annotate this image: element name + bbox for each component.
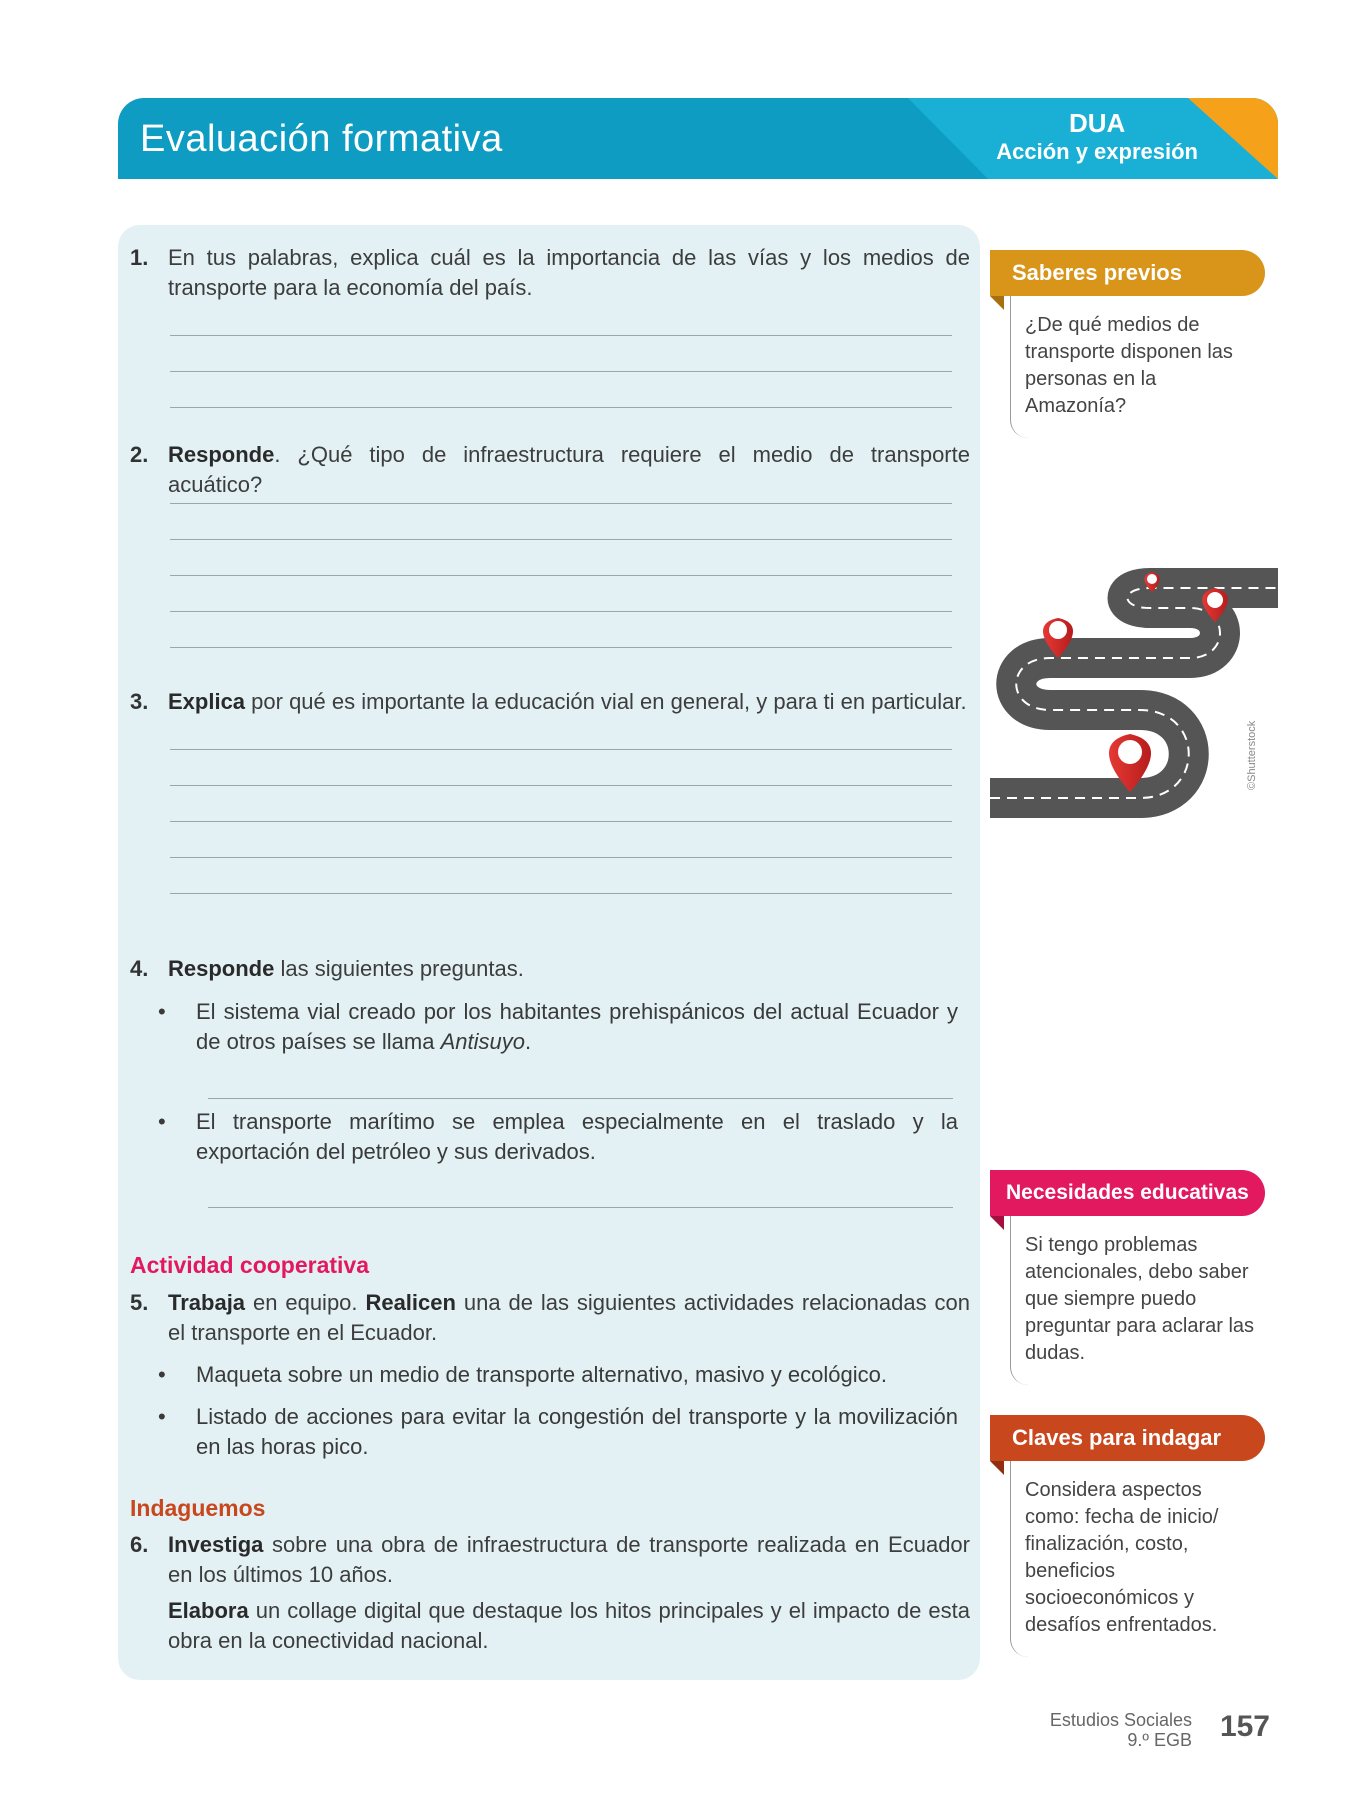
answer-line[interactable] xyxy=(170,575,952,576)
necesidades-educativas-title: Necesidades educativas xyxy=(990,1170,1265,1216)
answer-line[interactable] xyxy=(208,1207,953,1208)
answer-line[interactable] xyxy=(170,785,952,786)
answer-line[interactable] xyxy=(170,749,952,750)
question-number: 2. xyxy=(130,442,149,467)
answer-line[interactable] xyxy=(170,611,952,612)
saberes-previos-title: Saberes previos xyxy=(990,250,1265,296)
question-number: 3. xyxy=(130,689,149,714)
list-item xyxy=(158,1360,958,1390)
question-text xyxy=(168,954,970,984)
answer-line[interactable] xyxy=(170,647,952,648)
answer-line[interactable] xyxy=(170,503,952,504)
list-item-text: Listado de acciones para evitar la congestión del transporte y la movilización en las horas pico. xyxy=(196,1404,958,1459)
footer-subject: Estudios Sociales xyxy=(1049,1710,1192,1730)
claves-para-indagar-box xyxy=(990,1415,1265,1657)
bullet-icon: • xyxy=(158,1404,166,1429)
list-item xyxy=(158,997,958,1057)
section-title-cooperativa: Actividad cooperativa xyxy=(130,1252,370,1278)
answer-line[interactable] xyxy=(170,539,952,540)
road-illustration xyxy=(990,560,1278,856)
question-5 xyxy=(130,1288,970,1348)
question-6 xyxy=(130,1530,970,1656)
dua-label xyxy=(996,108,1198,166)
question-text xyxy=(168,1288,970,1348)
saberes-previos-text: ¿De qué medios de transporte disponen las personas en la Amazonía? xyxy=(1010,296,1265,438)
question-verb: Elabora xyxy=(168,1598,249,1623)
footer-subject-block xyxy=(1050,1710,1192,1750)
list-item xyxy=(158,1107,958,1167)
question-verb: Investiga xyxy=(168,1532,264,1557)
section-title-indaguemos: Indaguemos xyxy=(130,1495,266,1521)
page-title: Evaluación formativa xyxy=(140,118,503,160)
image-credit: ©Shutterstock xyxy=(1246,720,1258,790)
question-3 xyxy=(130,687,970,717)
question-verb: Trabaja xyxy=(168,1290,246,1315)
questions-panel xyxy=(118,225,980,1680)
answer-line[interactable] xyxy=(170,407,952,408)
statement-end: . xyxy=(524,1029,532,1054)
statement-text: El sistema vial creado por los habitantes prehispánicos del actual Ecuador y de otros países se llama xyxy=(196,999,958,1054)
list-item xyxy=(158,1402,958,1462)
necesidades-educativas-text: Si tengo problemas atencionales, debo saber que siempre puedo preguntar para aclarar las dudas. xyxy=(1010,1216,1265,1385)
question-4 xyxy=(130,954,970,984)
question-verb: Explica xyxy=(168,689,246,714)
claves-para-indagar-title: Claves para indagar xyxy=(990,1415,1265,1461)
bullet-icon: • xyxy=(158,1109,166,1134)
answer-line[interactable] xyxy=(170,857,952,858)
answer-line[interactable] xyxy=(208,1098,953,1099)
question-2 xyxy=(130,440,970,500)
question-body: . ¿Qué tipo de infraestructura requiere el medio de transporte acuático? xyxy=(168,442,970,497)
claves-para-indagar-text: Considera aspectos como: fecha de inicio/ finalización, costo, beneficios socioeconómicos y desafíos enfrentados. xyxy=(1010,1461,1265,1657)
answer-line[interactable] xyxy=(170,821,952,822)
question-text xyxy=(168,440,970,500)
question-body: las siguientes preguntas. xyxy=(274,956,524,981)
question-verb: Responde xyxy=(168,956,275,981)
answer-line[interactable] xyxy=(170,371,952,372)
question-1 xyxy=(130,243,970,303)
question-body: en equipo. xyxy=(245,1290,366,1315)
question-body: un collage digital que destaque los hitos principales y el impacto de esta obra en la conectividad nacional. xyxy=(168,1598,970,1653)
necesidades-educativas-box xyxy=(990,1170,1265,1385)
question-body: por qué es importante la educación vial en general, y para ti en particular. xyxy=(245,689,967,714)
question-text-2 xyxy=(168,1596,970,1656)
bullet-icon: • xyxy=(158,999,166,1024)
question-text xyxy=(168,1530,970,1590)
question-verb: Realicen xyxy=(365,1290,456,1315)
header-banner xyxy=(118,98,1278,179)
tab-fold xyxy=(990,296,1004,310)
question-number: 1. xyxy=(130,245,149,270)
question-number: 5. xyxy=(130,1290,149,1315)
tab-fold xyxy=(990,1216,1004,1230)
question-body: sobre una obra de infraestructura de transporte realizada en Ecuador en los últimos 10 años. xyxy=(168,1532,970,1587)
statement-term: Antisuyo xyxy=(440,1029,525,1054)
page-number: 157 xyxy=(1219,1710,1270,1743)
list-item-text xyxy=(196,997,958,1057)
bullet-icon: • xyxy=(158,1362,166,1387)
dua-subtitle: Acción y expresión xyxy=(996,139,1198,164)
footer-grade: 9.º EGB xyxy=(1127,1730,1192,1750)
answer-line[interactable] xyxy=(170,893,952,894)
answer-line[interactable] xyxy=(170,335,952,336)
list-item-text: Maqueta sobre un medio de transporte alternativo, masivo y ecológico. xyxy=(196,1362,887,1387)
tab-fold xyxy=(990,1461,1004,1475)
dua-title: DUA xyxy=(1068,108,1126,138)
question-text xyxy=(168,687,970,717)
list-item-text: El transporte marítimo se emplea especialmente en el traslado y la exportación del petróleo y sus derivados. xyxy=(196,1109,958,1164)
page-footer xyxy=(1049,1710,1270,1750)
question-number: 4. xyxy=(130,956,149,981)
question-number: 6. xyxy=(130,1532,149,1557)
saberes-previos-box xyxy=(990,250,1265,438)
question-body: una de las siguientes actividades relacionadas con el transporte en el Ecuador. xyxy=(168,1290,971,1345)
question-verb: Responde xyxy=(168,442,275,467)
question-text: En tus palabras, explica cuál es la importancia de las vías y los medios de transporte para la economía del país. xyxy=(168,245,970,300)
